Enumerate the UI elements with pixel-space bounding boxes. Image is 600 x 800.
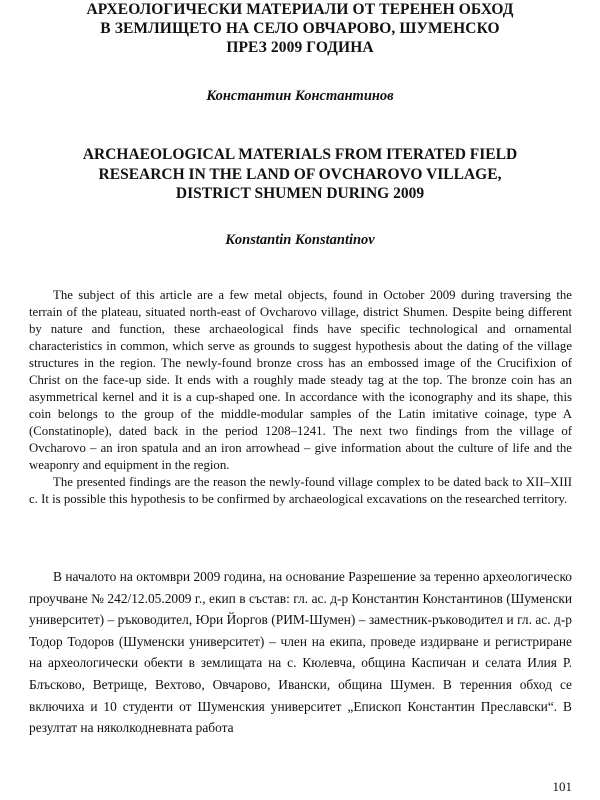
title-bulgarian-line: АРХЕОЛОГИЧЕСКИ МАТЕРИАЛИ ОТ ТЕРЕНЕН ОБХОД — [86, 1, 514, 18]
abstract-english — [29, 287, 572, 508]
page-number: 101 — [552, 779, 572, 794]
author-english: Konstantin Konstantinov — [225, 232, 375, 248]
title-english — [40, 145, 560, 204]
title-english-line: DISTRICT SHUMEN DURING 2009 — [175, 185, 425, 202]
abstract-paragraph: The presented findings are the reason the newly-found village complex to be dated back to XII–XIII c. It is possible this hypothesis to be confirmed by archaeological excavations on the researched territory. — [29, 475, 572, 506]
title-bulgarian-line: В ЗЕМЛИЩЕТО НА СЕЛО ОВЧАРОВО, ШУМЕНСКО — [100, 20, 500, 37]
title-bulgarian — [40, 0, 560, 57]
title-english-line: ARCHAEOLOGICAL MATERIALS FROM ITERATED FIELD — [82, 146, 518, 163]
title-bulgarian-line: ПРЕЗ 2009 ГОДИНА — [226, 39, 374, 56]
title-english-line: RESEARCH IN THE LAND OF OVCHAROVO VILLAGE, — [98, 165, 502, 183]
body-paragraph: В началото на октомври 2009 година, на основание Разрешение за теренно археологическо проучване № 242/12.05.2009 г., екип в състав: гл. ас. д-р Константин Константинов (Шуменски университет) – ръководител, Юри Йоргов (РИМ-Шумен) – заместник-ръководител и гл. ас. д-р Тодор Тодоров (Шуменски университет) – член на екипа, проведе издирване и регистриране на археологически обекти в землищата на с. Кюлевча, община Каспичан и селата Илия Р. Блъсково, Ветрище, Вехтово, Овчарово, Ивански, община Шумен. В теренния обход се включиха и 10 студенти от Шуменския университет „Епископ Константин Преславски“. В резултат на няколкодневната работа — [29, 569, 572, 736]
author-bulgarian: Константин Константинов — [206, 88, 394, 104]
abstract-paragraph: The subject of this article are a few metal objects, found in October 2009 during traversing the terrain of the plateau, situated north-east of Ovcharovo village, district Shumen. Despite being different by nature and function, these archaeological finds have specific technological and ornamental characteristics in common, which serve as grounds to suggest hypothesis about the dating of the village structures in the region. The newly-found bronze cross has an embossed image of the Crucifixion of Christ on the face-up side. It ends with a roughly made steady tag at the top. The bronze coin has an asymmetrical kernel and it is a cup-shaped one. In accordance with the iconography and its shape, this coin belongs to the group of the middle-modular samples of the Latin imitative coinage, type A (Constatinople), dated back in the period 1208–1241. The next two findings from the village of Ovcharovo – an iron spatula and an iron arrowhead – give information about the culture of life and the weaponry and equipment in the region. — [29, 288, 572, 472]
body-text-bulgarian — [29, 566, 572, 739]
